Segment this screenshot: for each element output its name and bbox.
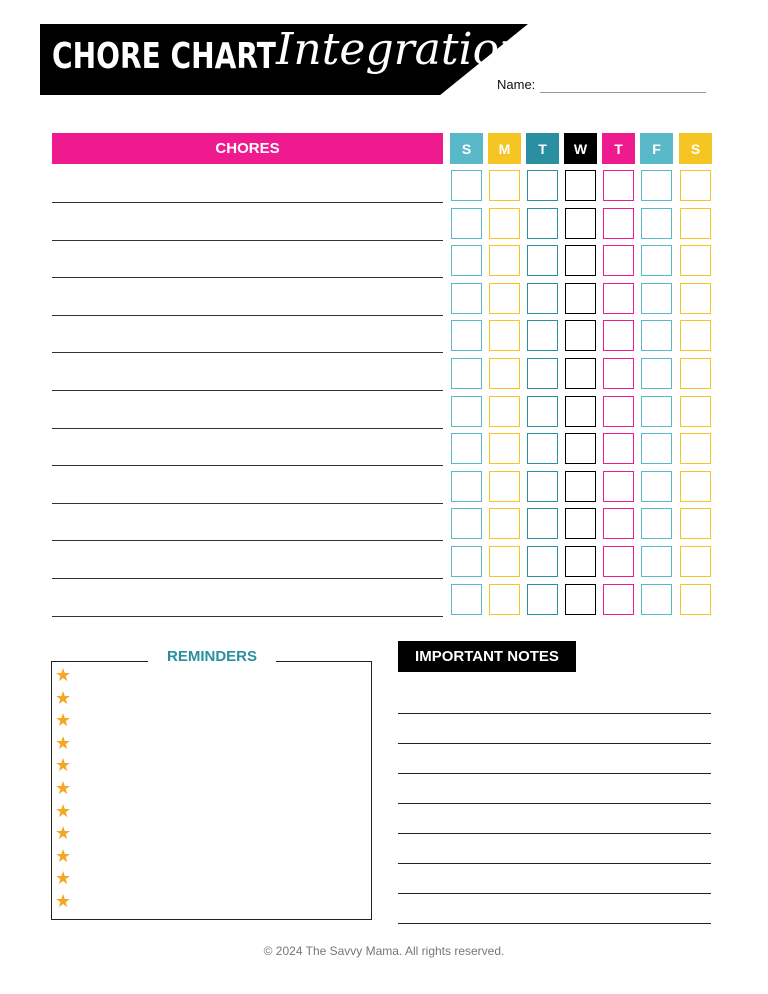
- star-icon: ★: [55, 891, 72, 911]
- star-icon: ★: [55, 823, 72, 844]
- day-checkbox[interactable]: [565, 433, 596, 464]
- note-line[interactable]: [398, 743, 711, 744]
- day-checkbox[interactable]: [565, 283, 596, 314]
- day-header: W: [564, 133, 597, 164]
- star-icon: ★: [55, 755, 72, 776]
- day-checkbox[interactable]: [527, 433, 558, 464]
- copyright-footer: © 2024 The Savvy Mama. All rights reserved.: [263, 944, 505, 958]
- day-checkbox[interactable]: [451, 396, 482, 427]
- day-checkbox[interactable]: [565, 471, 596, 502]
- day-checkbox[interactable]: [489, 208, 520, 239]
- day-checkbox[interactable]: [603, 396, 634, 427]
- day-checkbox[interactable]: [641, 396, 672, 427]
- star-icon: ★: [55, 868, 72, 889]
- day-checkbox[interactable]: [565, 245, 596, 276]
- day-header: S: [679, 133, 712, 164]
- day-checkbox[interactable]: [680, 584, 711, 615]
- day-checkbox[interactable]: [680, 170, 711, 201]
- day-checkbox[interactable]: [565, 508, 596, 539]
- day-checkbox[interactable]: [489, 283, 520, 314]
- day-checkbox[interactable]: [603, 433, 634, 464]
- star-icon: ★: [55, 687, 72, 708]
- day-checkbox[interactable]: [451, 283, 482, 314]
- day-checkbox[interactable]: [451, 471, 482, 502]
- day-checkbox[interactable]: [451, 508, 482, 539]
- star-icon: ★: [55, 845, 72, 866]
- day-checkbox[interactable]: [527, 358, 558, 389]
- day-checkbox[interactable]: [527, 471, 558, 502]
- day-checkbox[interactable]: [603, 170, 634, 201]
- day-checkbox[interactable]: [565, 320, 596, 351]
- day-checkbox[interactable]: [641, 170, 672, 201]
- chore-line[interactable]: [52, 352, 443, 353]
- day-checkbox[interactable]: [680, 283, 711, 314]
- day-checkbox[interactable]: [565, 170, 596, 201]
- note-line[interactable]: [398, 923, 711, 924]
- day-checkbox[interactable]: [565, 358, 596, 389]
- star-icon: ★: [55, 665, 72, 685]
- chore-line[interactable]: [52, 428, 443, 429]
- reminders-title: REMINDERS: [148, 647, 276, 667]
- day-header: T: [602, 133, 635, 164]
- chore-line[interactable]: [52, 277, 443, 278]
- day-checkbox[interactable]: [451, 320, 482, 351]
- note-line[interactable]: [398, 773, 711, 774]
- day-checkbox[interactable]: [489, 245, 520, 276]
- day-checkbox[interactable]: [489, 546, 520, 577]
- day-checkbox[interactable]: [641, 283, 672, 314]
- day-checkbox[interactable]: [603, 471, 634, 502]
- day-checkbox[interactable]: [603, 320, 634, 351]
- name-field[interactable]: [540, 92, 706, 93]
- day-checkbox[interactable]: [527, 584, 558, 615]
- day-checkbox[interactable]: [603, 546, 634, 577]
- day-checkbox[interactable]: [641, 208, 672, 239]
- day-checkbox[interactable]: [680, 471, 711, 502]
- day-checkbox[interactable]: [527, 245, 558, 276]
- chore-line[interactable]: [52, 202, 443, 203]
- day-header: M: [488, 133, 521, 164]
- day-checkbox[interactable]: [641, 358, 672, 389]
- day-checkbox[interactable]: [641, 245, 672, 276]
- day-checkbox[interactable]: [680, 320, 711, 351]
- note-line[interactable]: [398, 833, 711, 834]
- day-checkbox[interactable]: [680, 245, 711, 276]
- chore-line[interactable]: [52, 503, 443, 504]
- day-checkbox[interactable]: [527, 396, 558, 427]
- page-title-script: Integration: [276, 24, 528, 75]
- day-checkbox[interactable]: [565, 584, 596, 615]
- day-checkbox[interactable]: [489, 508, 520, 539]
- day-checkbox[interactable]: [489, 396, 520, 427]
- day-checkbox[interactable]: [451, 546, 482, 577]
- day-checkbox[interactable]: [451, 245, 482, 276]
- day-checkbox[interactable]: [527, 283, 558, 314]
- day-checkbox[interactable]: [680, 396, 711, 427]
- note-line[interactable]: [398, 803, 711, 804]
- day-checkbox[interactable]: [680, 358, 711, 389]
- day-checkbox[interactable]: [680, 508, 711, 539]
- day-checkbox[interactable]: [489, 320, 520, 351]
- day-checkbox[interactable]: [603, 283, 634, 314]
- day-checkbox[interactable]: [527, 208, 558, 239]
- day-header: T: [526, 133, 559, 164]
- day-checkbox[interactable]: [603, 584, 634, 615]
- day-checkbox[interactable]: [565, 546, 596, 577]
- day-checkbox[interactable]: [680, 546, 711, 577]
- day-checkbox[interactable]: [641, 433, 672, 464]
- day-header: F: [640, 133, 673, 164]
- day-checkbox[interactable]: [641, 584, 672, 615]
- page-title: CHORE CHART: [52, 36, 276, 77]
- day-checkbox[interactable]: [680, 433, 711, 464]
- day-checkbox[interactable]: [641, 320, 672, 351]
- day-checkbox[interactable]: [603, 208, 634, 239]
- note-line[interactable]: [398, 863, 711, 864]
- important-notes-title: IMPORTANT NOTES: [398, 641, 576, 672]
- day-checkbox[interactable]: [527, 170, 558, 201]
- chores-header: CHORES: [52, 133, 443, 164]
- day-checkbox[interactable]: [527, 320, 558, 351]
- day-checkbox[interactable]: [451, 584, 482, 615]
- note-line[interactable]: [398, 713, 711, 714]
- chore-line[interactable]: [52, 616, 443, 617]
- day-checkbox[interactable]: [641, 546, 672, 577]
- star-icon: ★: [55, 732, 72, 753]
- day-checkbox[interactable]: [489, 471, 520, 502]
- note-line[interactable]: [398, 893, 711, 894]
- day-checkbox[interactable]: [489, 433, 520, 464]
- day-checkbox[interactable]: [527, 508, 558, 539]
- reminders-box: [51, 661, 372, 920]
- chore-line[interactable]: [52, 465, 443, 466]
- day-checkbox[interactable]: [489, 170, 520, 201]
- day-checkbox[interactable]: [641, 508, 672, 539]
- day-checkbox[interactable]: [603, 508, 634, 539]
- day-checkbox[interactable]: [451, 208, 482, 239]
- chore-line[interactable]: [52, 240, 443, 241]
- day-checkbox[interactable]: [680, 208, 711, 239]
- day-checkbox[interactable]: [565, 396, 596, 427]
- chore-line[interactable]: [52, 315, 443, 316]
- chore-line[interactable]: [52, 578, 443, 579]
- day-checkbox[interactable]: [565, 208, 596, 239]
- day-checkbox[interactable]: [451, 170, 482, 201]
- day-checkbox[interactable]: [489, 358, 520, 389]
- day-header: S: [450, 133, 483, 164]
- day-checkbox[interactable]: [603, 245, 634, 276]
- day-checkbox[interactable]: [641, 471, 672, 502]
- chore-line[interactable]: [52, 390, 443, 391]
- star-icon: ★: [55, 710, 72, 731]
- name-label: Name:: [497, 77, 536, 92]
- day-checkbox[interactable]: [451, 358, 482, 389]
- chore-line[interactable]: [52, 540, 443, 541]
- star-icon: ★: [55, 800, 72, 821]
- day-checkbox[interactable]: [527, 546, 558, 577]
- day-checkbox[interactable]: [451, 433, 482, 464]
- day-checkbox[interactable]: [489, 584, 520, 615]
- day-checkbox[interactable]: [603, 358, 634, 389]
- star-icon: ★: [55, 778, 72, 798]
